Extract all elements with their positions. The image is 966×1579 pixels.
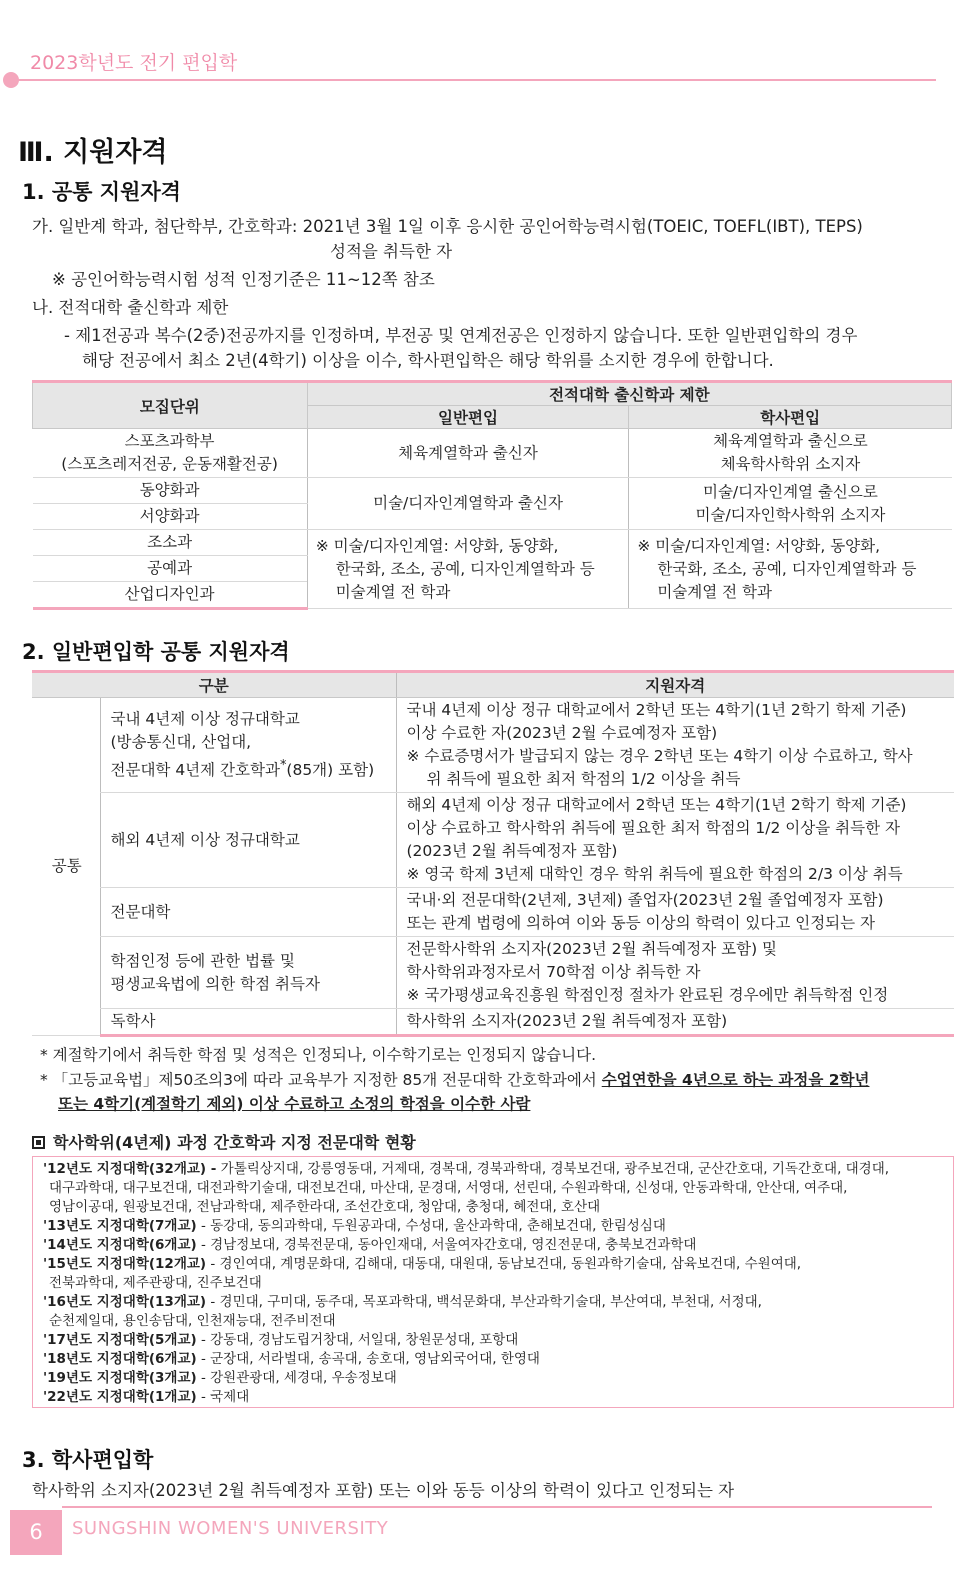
th-bachelor: 학사편입 xyxy=(629,406,952,429)
cell-overseas-qual: 해외 4년제 이상 정규 대학교에서 2학년 또는 4학기(1년 2학기 학제 기준) 이상 수료하고 학사학위 취득에 필요한 최저 학점의 1/2 이상을 취득한 자 (2023년 2월 취득예정자 포함) ※ 영국 학제 3년제 대학인 경우 학위 취득에 필요한 학점의 2/3 이상 취득 xyxy=(396,793,954,888)
item-na-dash-cont: 해당 전공에서 최소 2년(4학기) 이상을 이수, 학사편입학은 해당 학위를 소지한 경우에 한합니다. xyxy=(82,351,774,370)
cell-art-note-general: ※ 미술/디자인계열: 서양화, 동양화, 한국화, 조소, 공예, 디자인계열학과 등 미술계열 전 학과 xyxy=(307,530,629,609)
cell-unit-gongye: 공예과 xyxy=(33,556,308,582)
footer-rule xyxy=(62,1506,932,1508)
cell-unit-joso: 조소과 xyxy=(33,530,308,556)
cell-unit-design: 산업디자인과 xyxy=(33,582,308,609)
item-ga-cont: 성적을 취득한 자 xyxy=(330,242,453,261)
square-bullet-icon xyxy=(32,1136,45,1149)
cell-common: 공통 xyxy=(32,698,100,1036)
subsection-2-title: 2. 일반편입학 공통 지원자격 xyxy=(22,640,290,664)
footnote-nursing-cont: 또는 4학기(계절학기 제외) 이상 수료하고 소정의 학점을 이수한 사람 xyxy=(58,1095,531,1113)
running-header: 2023학년도 전기 편입학 xyxy=(30,52,238,74)
cell-sports-general: 체육계열학과 출신자 xyxy=(307,429,629,478)
cell-art-general: 미술/디자인계열학과 출신자 xyxy=(307,478,629,530)
cell-domestic-univ: 국내 4년제 이상 정규대학교 (방송통신대, 산업대, 전문대학 4년제 간호학과*(85개) 포함) xyxy=(100,698,396,793)
footer-university: SUNGSHIN WOMEN'S UNIVERSITY xyxy=(72,1518,389,1539)
section-title: Ⅲ. 지원자격 xyxy=(18,137,168,168)
page-number: 6 xyxy=(10,1510,62,1555)
th-qualification: 지원자격 xyxy=(396,672,954,698)
cell-art-bachelor: 미술/디자인계열 출신으로 미술/디자인학사학위 소지자 xyxy=(629,478,952,530)
cell-credit-qual: 전문학사학위 소지자(2023년 2월 취득예정자 포함) 및 학사학위과정자로서 70학점 이상 취득한 자 ※ 국가평생교육진흥원 학점인정 절차가 완료된 경우에만 취득학점 인정 xyxy=(396,937,954,1009)
subsection-1-title: 1. 공통 지원자격 xyxy=(22,180,181,204)
cell-junior-qual: 국내·외 전문대학(2년제, 3년제) 졸업자(2023년 2월 졸업예정자 포함) 또는 관계 법령에 의하여 이와 동등 이상의 학력이 있다고 인정되는 자 xyxy=(396,888,954,937)
bachelor-transfer-text: 학사학위 소지자(2023년 2월 취득예정자 포함) 또는 이와 동등 이상의 학력이 있다고 인정되는 자 xyxy=(32,1481,735,1500)
th-unit: 모집단위 xyxy=(33,382,308,429)
th-type: 구분 xyxy=(32,672,396,698)
cell-credit-bank: 학점인정 등에 관한 법률 및 평생교육법에 의한 학점 취득자 xyxy=(100,937,396,1009)
nursing-colleges-box: '12년도 지정대학(32개교) - 가톨릭상지대, 강릉영동대, 거제대, 경복대, 경북과학대, 경북보건대, 광주보건대, 군산간호대, 기독간호대, 대경대, 대구과학대, 대구보건대, 대전과학기술대, 대전보건대, 마산대, 문경대, 서영대, 선린대, 수원과학대, 신성대, 안동과학대, 안산대, 여주대, 영남이공대, 원광보건대, 전남과학대, 제주한라대, 조선간호대, 청암대, 충청대, 혜전대, 호산대 '13년도 지정대학(7개교) - 동강대, 동의과학대, 두원공과대, 수성대, 울산과학대, 춘해보건대, 한림성심대 '14년도 지정대학(6개교) - 경남정보대, 경북전문대, 동아인재대, 서울여자간호대, 영진전문대, 충북보건과학대 '15년도 지정대학(12개교) - 경인여대, 계명문화대, 김해대, 대동대, 대원대, 동남보건대, 동원과학기술대, 삼육보건대, 수원여대, 전북과학대, 제주관광대, 진주보건대 '16년도 지정대학(13개교) - 경민대, 구미대, 동주대, 목포과학대, 백석문화대, 부산과학기술대, 부산여대, 부천대, 서정대, 순천제일대, 용인송담대, 인천재능대, 전주비전대 '17년도 지정대학(5개교) - 강동대, 경남도립거창대, 서일대, 창원문성대, 포항대 '18년도 지정대학(6개교) - 군장대, 서라벌대, 송곡대, 송호대, 영남외국어대, 한영대 '19년도 지정대학(3개교) - 강원관광대, 세경대, 우송정보대 '22년도 지정대학(1개교) - 국제대 xyxy=(32,1156,954,1408)
cell-unit-sports: 스포츠과학부 (스포츠레저전공, 운동재활전공) xyxy=(33,429,308,478)
cell-art-note-bachelor: ※ 미술/디자인계열: 서양화, 동양화, 한국화, 조소, 공예, 디자인계열학과 등 미술계열 전 학과 xyxy=(629,530,952,609)
footnote-seasonal: * 계절학기에서 취득한 학점 및 성적은 인정되나, 이수학기로는 인정되지 않습니다. xyxy=(40,1046,597,1064)
th-general: 일반편입 xyxy=(307,406,629,429)
cell-domestic-qual: 국내 4년제 이상 정규 대학교에서 2학년 또는 4학기(1년 2학기 학제 기준) 이상 수료한 자(2023년 2월 수료예정자 포함) ※ 수료증명서가 발급되지 않는 경우 2학년 또는 4학기 이상 수료하고, 학사 위 취득에 필요한 최저 학점의 1/2 이상을 취득 xyxy=(396,698,954,793)
cell-self-study: 독학사 xyxy=(100,1009,396,1036)
cell-unit-dongyang: 동양화과 xyxy=(33,478,308,504)
item-ga-note: ※ 공인어학능력시험 성적 인정기준은 11~12쪽 참조 xyxy=(52,270,435,289)
cell-junior-college: 전문대학 xyxy=(100,888,396,937)
general-qualification-table xyxy=(32,670,954,1037)
major-restriction-table xyxy=(32,380,952,610)
item-ga: 가. 일반계 학과, 첨단학부, 간호학과: 2021년 3월 1일 이후 응시한 공인어학능력시험(TOEIC, TOEFL(IBT), TEPS) xyxy=(32,217,863,236)
th-restrict: 전적대학 출신학과 제한 xyxy=(307,382,951,406)
cell-unit-seoyang: 서양화과 xyxy=(33,504,308,530)
item-na: 나. 전적대학 출신학과 제한 xyxy=(32,298,229,317)
nursing-colleges-title: 학사학위(4년제) 과정 간호학과 지정 전문대학 현황 xyxy=(32,1130,416,1153)
cell-sports-bachelor: 체육계열학과 출신으로 체육학사학위 소지자 xyxy=(629,429,952,478)
item-na-dash: - 제1전공과 복수(2중)전공까지를 인정하며, 부전공 및 연계전공은 인정하지 않습니다. 또한 일반편입학의 경우 xyxy=(64,326,858,345)
header-rule xyxy=(10,79,936,81)
subsection-3-title: 3. 학사편입학 xyxy=(22,1448,154,1472)
cell-overseas-univ: 해외 4년제 이상 정규대학교 xyxy=(100,793,396,888)
cell-self-study-qual: 학사학위 소지자(2023년 2월 취득예정자 포함) xyxy=(396,1009,954,1036)
footnote-nursing: * 「고등교육법」제50조의3에 따라 교육부가 지정한 85개 전문대학 간호학과에서 수업연한을 4년으로 하는 과정을 2학년 xyxy=(40,1071,870,1089)
